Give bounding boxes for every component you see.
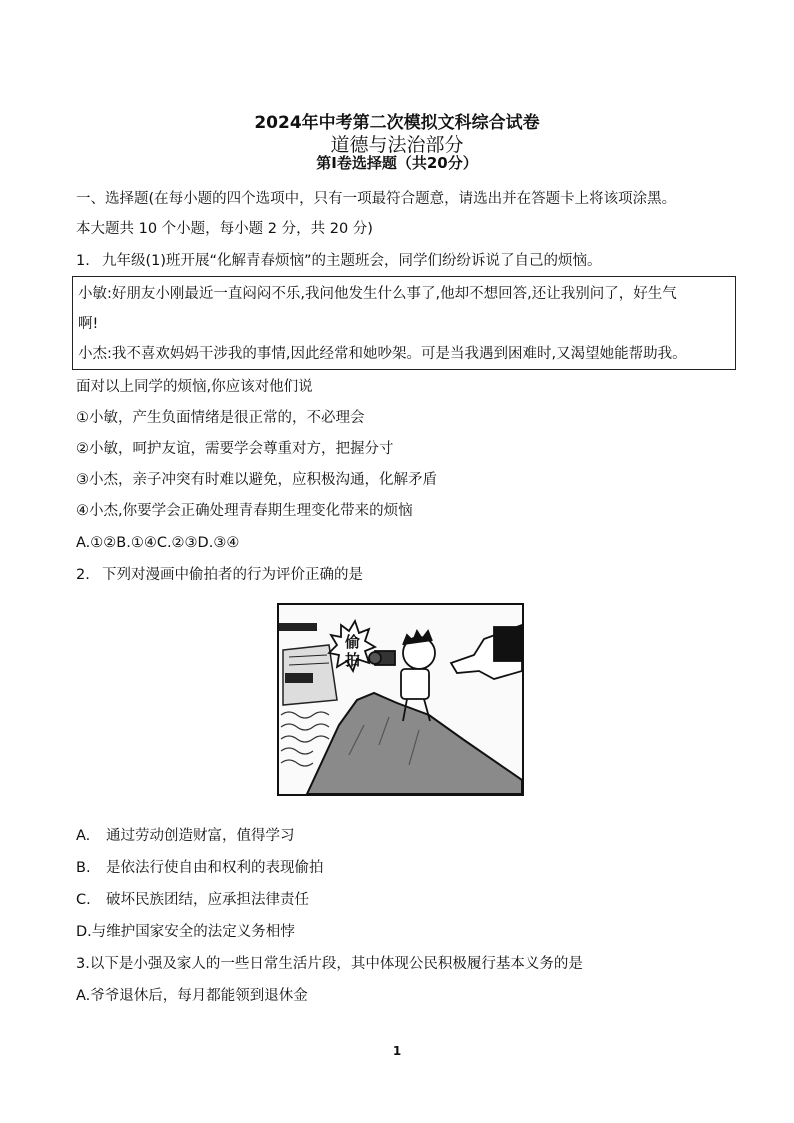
question-3-stem: 3.以下是小强及家人的一些日常生活片段，其中体现公民积极履行基本义务的是	[76, 956, 583, 972]
cartoon-label-1: 偷	[345, 633, 361, 651]
question-1-choices: A.①②B.①④C.②③D.③④	[76, 535, 240, 551]
page-number: 1	[392, 1044, 402, 1058]
question-2-choice-a	[76, 826, 295, 846]
dialogue-xiaojie: 小杰:我不喜欢妈妈干涉我的事情,因此经常和她吵架。可是当我遇到困难时,又渴望她能帮助我。	[78, 346, 687, 362]
sea-waves	[281, 712, 329, 766]
question-text: 下列对漫画中偷拍者的行为评价正确的是	[102, 567, 363, 583]
question-2-choice-d: D.与维护国家安全的法定义务相悖	[76, 924, 295, 940]
question-2-choice-c	[76, 890, 309, 910]
building	[279, 623, 337, 705]
question-1-prompt: 面对以上同学的烦恼,你应该对他们说	[76, 379, 313, 395]
dialogue-xiaomin-line-2: 啊!	[78, 316, 99, 332]
rock-mountain	[307, 693, 522, 794]
question-2-stem	[76, 565, 363, 585]
statement-2: ②小敏，呵护友谊，需要学会尊重对方，把握分寸	[76, 441, 394, 457]
choice-label: C.	[76, 892, 91, 908]
question-number: 1.	[76, 253, 90, 269]
question-text: 九年级(1)班开展“化解青春烦恼”的主题班会，同学们纷纷诉说了自己的烦恼。	[102, 253, 602, 269]
choice-text: 破坏民族团结，应承担法律责任	[106, 892, 309, 908]
exam-subtitle: 道德与法治部分	[330, 134, 464, 156]
cartoon-label-2: 拍	[345, 651, 361, 669]
dialogue-xiaomin-line-1: 小敏:好朋友小刚最近一直闷闷不乐,我问他发生什么事了,他却不想回答,还让我别问了，好生气	[78, 286, 677, 302]
dialogue-box	[72, 276, 736, 370]
instructions-line-1: 一、选择题(在每小题的四个选项中，只有一项最符合题意，请选出并在答题卡上将该项涂黑。	[76, 191, 677, 207]
question-2-choice-b	[76, 858, 324, 878]
statement-3: ③小杰，亲子冲突有时难以避免，应积极沟通，化解矛盾	[76, 472, 437, 488]
choice-label: A.	[76, 828, 91, 844]
choice-label: B.	[76, 860, 91, 876]
choice-text: 通过劳动创造财富，值得学习	[106, 828, 295, 844]
choice-text: 是依法行使自由和权利的表现偷拍	[106, 860, 324, 876]
statement-4: ④小杰,你要学会正确处理青春期生理变化带来的烦恼	[76, 503, 413, 519]
instructions-line-2: 本大题共 10 个小题，每小题 2 分，共 20 分)	[76, 221, 373, 237]
statement-1: ①小敏，产生负面情绪是很正常的，不必理会	[76, 410, 365, 426]
cartoon-image	[277, 603, 524, 796]
question-1-stem	[76, 251, 602, 271]
section-heading: 第Ⅰ卷选择题（共20分）	[316, 154, 478, 172]
exam-title: 2024年中考第二次模拟文科综合试卷	[254, 113, 540, 133]
question-number: 2.	[76, 567, 90, 583]
question-3-choice-a: A.爷爷退休后，每月都能领到退休金	[76, 988, 308, 1004]
stopping-hand	[451, 625, 522, 679]
